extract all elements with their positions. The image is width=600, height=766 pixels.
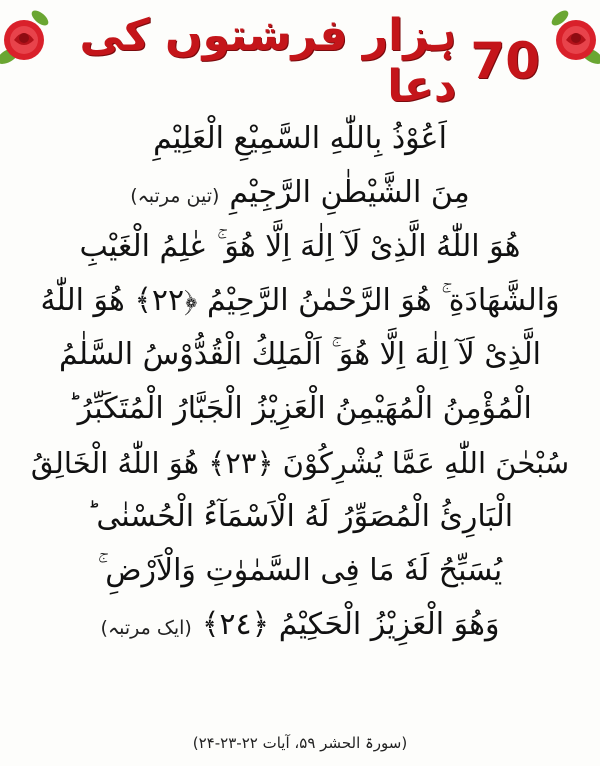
- surah-reference: (سورۃ الحشر ۵۹، آیات ۲۲-۲۳-۲۴): [192, 734, 408, 752]
- dua-text-block: [24, 112, 576, 652]
- dua-line: اَعُوْذُ بِاللّٰهِ السَّمِيْعِ الْعَلِيْمِ: [153, 121, 447, 156]
- dua-line: يُسَبِّحُ لَهٗ مَا فِى السَّمٰوٰتِ وَالْاَرْضِ ۚ: [97, 553, 503, 588]
- dua-line: وَالشَّهَادَةِ ۚ هُوَ الرَّحْمٰنُ الرَّحِيْمُ ﴿٢٢﴾ هُوَ اللّٰهُ: [40, 283, 560, 318]
- dua-line: سُبْحٰنَ اللّٰهِ عَمَّا يُشْرِكُوْنَ ﴿٢٣﴾ هُوَ اللّٰهُ الْخَالِقُ: [30, 446, 570, 480]
- rose-decoration-left-icon: [0, 6, 52, 68]
- title-number: 70: [470, 32, 540, 90]
- dua-line: مِنَ الشَّيْطٰنِ الرَّجِيْمِ(تین مرتبہ): [130, 175, 470, 210]
- repeat-note: (ایک مرتبہ): [100, 617, 192, 639]
- dua-line: وَهُوَ الْعَزِيْزُ الْحَكِيْمُ ﴿٢٤﴾(ایک مرتبہ): [100, 607, 500, 642]
- repeat-note: (تین مرتبہ): [130, 185, 220, 207]
- dua-line: الْمُؤْمِنُ الْمُهَيْمِنُ الْعَزِيْزُ الْجَبَّارُ الْمُتَكَبِّرُ ؕ: [68, 391, 532, 426]
- dua-line: الَّذِىْ لَآ اِلٰهَ اِلَّا هُوَ ۚ اَلْمَلِكُ الْقُدُّوْسُ السَّلٰمُ: [58, 337, 542, 372]
- page-title: [60, 10, 540, 112]
- dua-line: الْبَارِئُ الْمُصَوِّرُ لَهُ الْاَسْمَآءُ الْحُسْنٰى ؕ: [86, 499, 514, 534]
- title-text: ہزار فرشتوں کی دعا: [79, 10, 457, 112]
- rose-decoration-right-icon: [548, 6, 600, 68]
- dua-line: هُوَ اللّٰهُ الَّذِىْ لَآ اِلٰهَ اِلَّا هُوَ ۚ عٰلِمُ الْغَيْبِ: [79, 229, 521, 264]
